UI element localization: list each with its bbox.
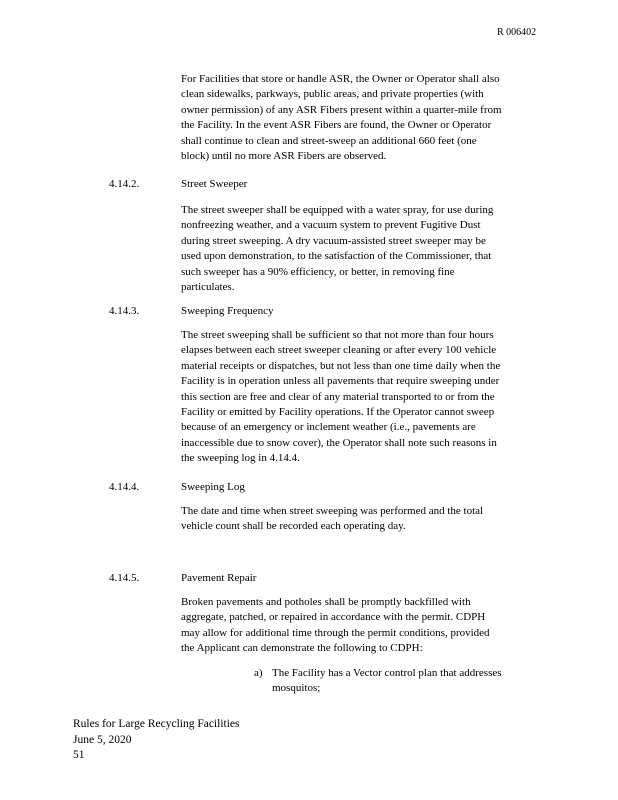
section-number: 4.14.3.	[109, 305, 140, 317]
paragraph-line: The street sweeping shall be sufficient so that not more than four hours	[181, 329, 494, 341]
section-heading: Street Sweeper	[181, 178, 248, 190]
footer-document-title: Rules for Large Recycling Facilities	[73, 718, 240, 730]
paragraph-line: such sweeper has a 90% efficiency, or better, in removing fine	[181, 265, 455, 278]
section-paragraph	[181, 504, 483, 535]
section-heading: Pavement Repair	[181, 572, 257, 584]
list-item-line: mosquitos;	[272, 682, 321, 695]
paragraph-line: Facility is in operation unless all pavements that require sweeping under	[181, 375, 500, 388]
paragraph-line: may allow for additional time through the permit conditions, provided	[181, 626, 490, 639]
section-heading: Sweeping Frequency	[181, 305, 274, 317]
list-item	[272, 666, 502, 697]
paragraph-line: shall continue to clean and street-sweep an additional 660 feet (one	[181, 134, 477, 147]
paragraph-line: clean sidewalks, parkways, public areas, and private properties (with	[181, 88, 484, 101]
footer-page-number: 51	[73, 749, 85, 761]
paragraph-line: the sweeping log in 4.14.4.	[181, 452, 300, 465]
paragraph-line: aggregate, patched, or repaired in accordance with the permit. CDPH	[181, 611, 486, 624]
paragraph-line: nonfreezing weather, and a vacuum system to prevent Fugitive Dust	[181, 219, 481, 232]
paragraph-line: Broken pavements and potholes shall be promptly backfilled with	[181, 596, 471, 608]
page-footer	[73, 717, 240, 764]
paragraph-line: block) until no more ASR Fibers are observed.	[181, 150, 387, 163]
paragraph-line: particulates.	[181, 281, 235, 294]
paragraph-line: The date and time when street sweeping was performed and the total	[181, 505, 484, 517]
paragraph-line: Facility or emitted by Facility operations. If the Operator cannot sweep	[181, 406, 495, 419]
list-item-marker: a)	[254, 667, 263, 679]
paragraph-line: owner permission) of any ASR Fibers present within a quarter-mile from	[181, 103, 502, 116]
paragraph-line: elapses between each street sweeper cleaning or after every 100 vehicle	[181, 344, 497, 357]
paragraph-line: The street sweeper shall be equipped with a water spray, for use during	[181, 204, 494, 216]
paragraph-line: this section are free and clear of any material transported to or from the	[181, 390, 495, 403]
paragraph-line: the Facility. In the event ASR Fibers are found, the Owner or Operator	[181, 119, 492, 132]
paragraph-line: the Applicant can demonstrate the following to CDPH:	[181, 642, 423, 655]
section-number: 4.14.5.	[109, 572, 140, 584]
section-paragraph	[181, 203, 493, 295]
list-item-line: The Facility has a Vector control plan that addresses	[272, 667, 502, 679]
section-number: 4.14.4.	[109, 481, 140, 493]
document-reference-number: R 006402	[497, 27, 537, 38]
intro-paragraph	[181, 72, 502, 164]
paragraph-line: vehicle count shall be recorded each operating day.	[181, 520, 406, 533]
paragraph-line: used upon demonstration, to the satisfaction of the Commissioner, that	[181, 250, 492, 263]
section-number: 4.14.2.	[109, 178, 140, 190]
paragraph-line: material receipts or dispatches, but not less than one time daily when the	[181, 359, 501, 372]
paragraph-line: inaccessible due to snow cover), the Operator shall note such reasons in	[181, 436, 497, 449]
paragraph-line: For Facilities that store or handle ASR, the Owner or Operator shall also	[181, 73, 500, 85]
footer-date: June 5, 2020	[73, 733, 132, 746]
paragraph-line: because of an emergency or inclement weather (i.e., pavements are	[181, 421, 476, 434]
section-paragraph	[181, 328, 500, 467]
paragraph-line: during street sweeping. A dry vacuum-assisted street sweeper may be	[181, 234, 486, 247]
section-paragraph	[181, 595, 490, 657]
section-heading: Sweeping Log	[181, 481, 245, 493]
